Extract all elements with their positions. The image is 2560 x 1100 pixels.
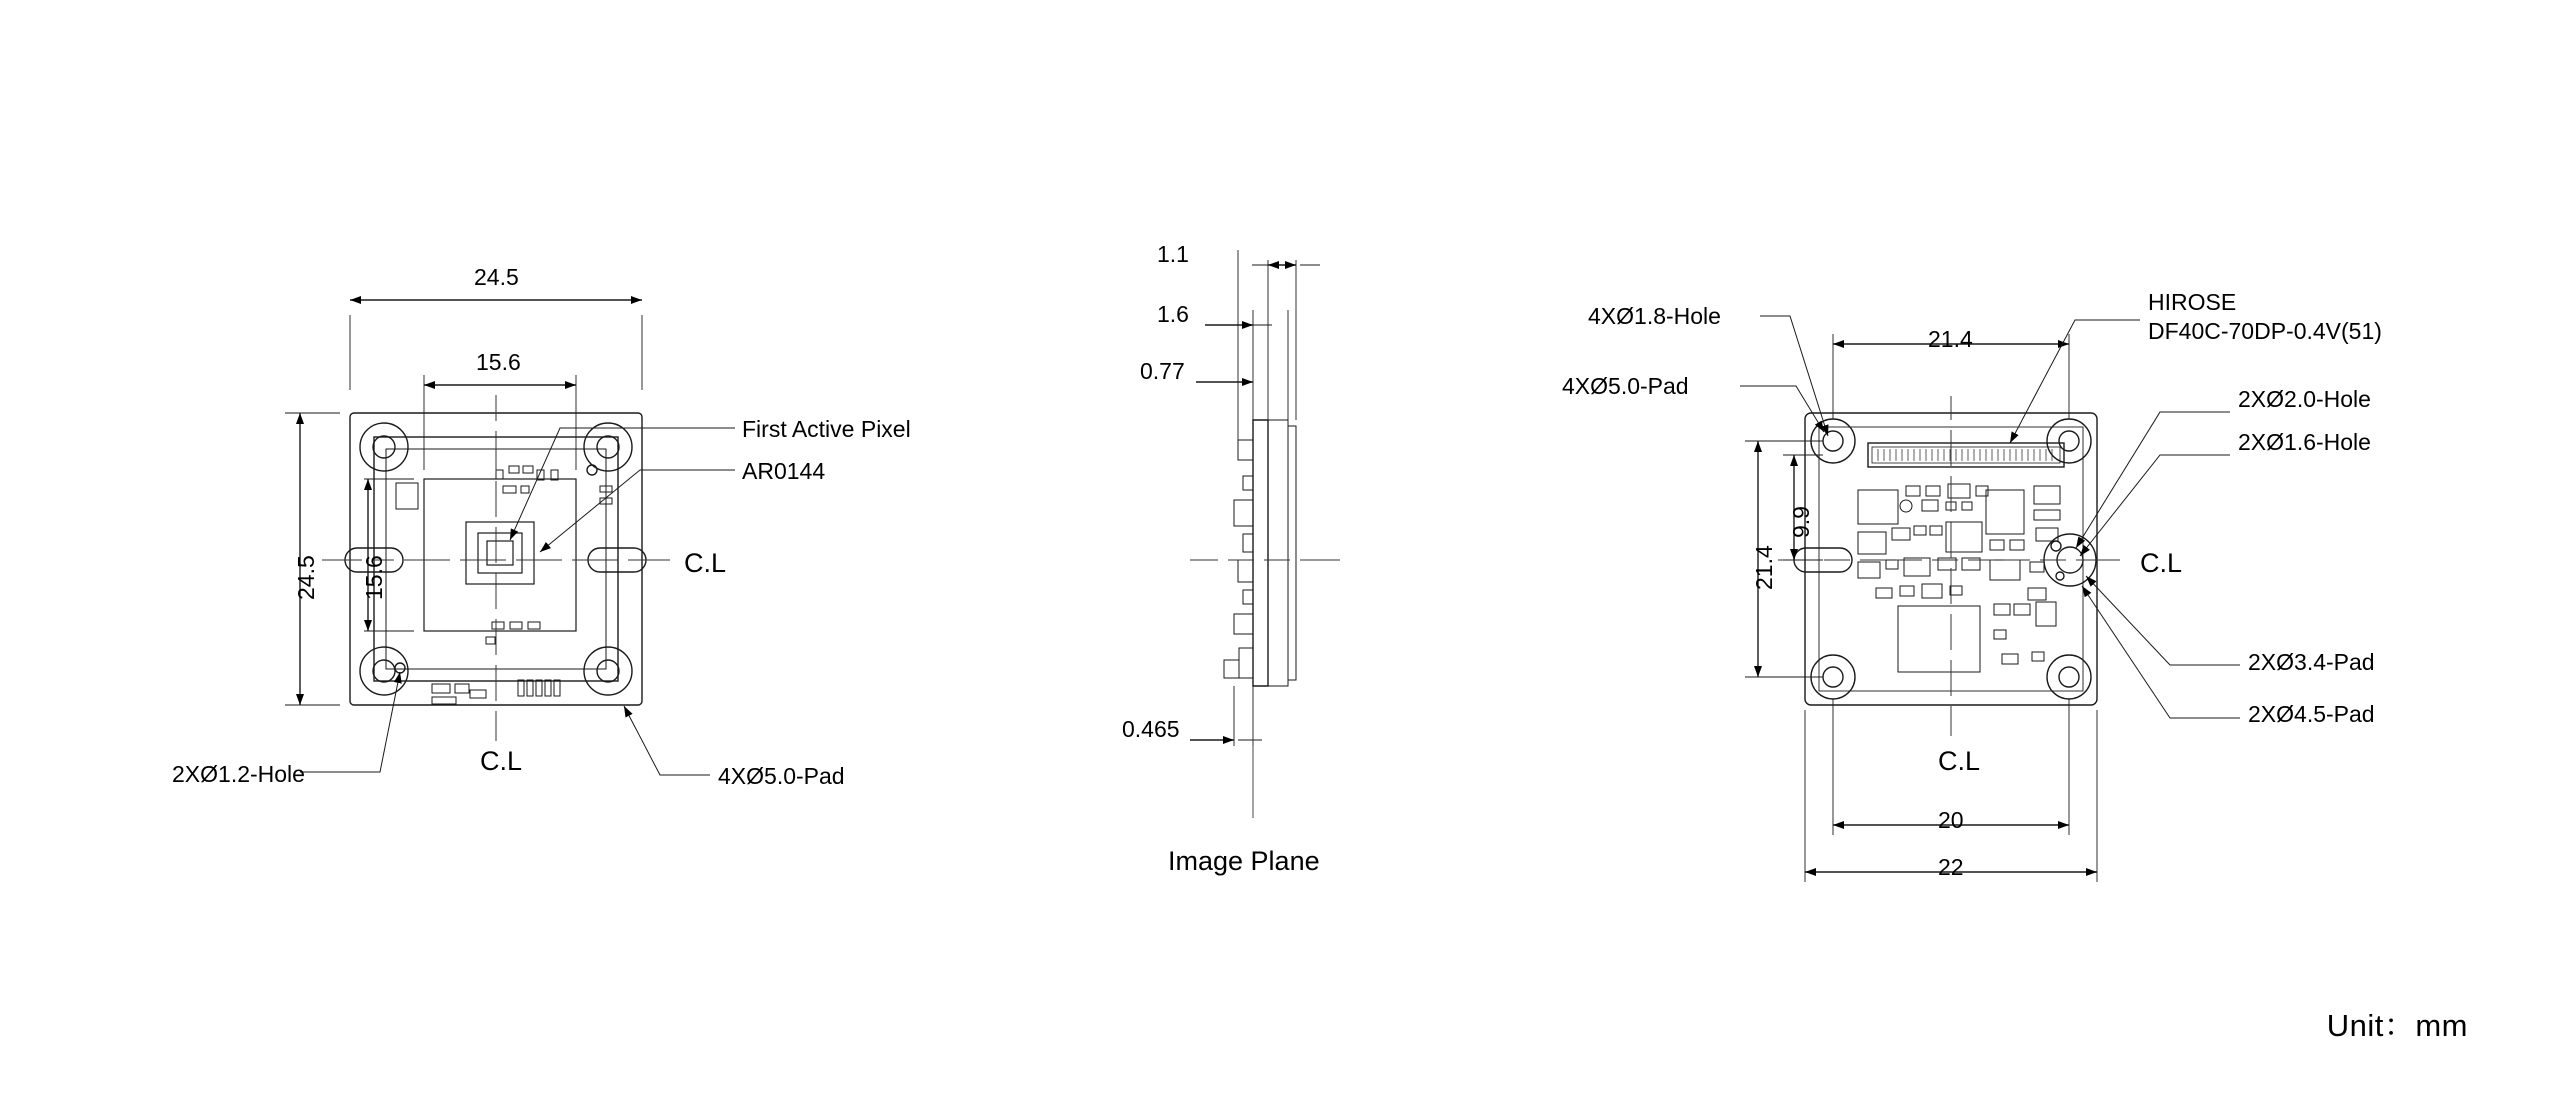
side-dim-1-6: 1.6: [1157, 301, 1189, 327]
back-centerline-bottom-label: C.L: [1938, 746, 1981, 776]
back-dim-bottom-inner: 20: [1938, 807, 1964, 833]
callout-first-active-pixel: First Active Pixel: [742, 416, 911, 442]
callout-pad-5-0-front: 4XØ5.0-Pad: [718, 763, 845, 789]
back-dim-inner-left: 9.9: [1788, 506, 1814, 538]
front-centerline-right-label: C.L: [684, 548, 727, 578]
callout-hole-2-0: 2XØ2.0-Hole: [2238, 386, 2371, 412]
side-dim-0-77: 0.77: [1140, 358, 1185, 384]
back-dim-top: 21.4: [1928, 326, 1973, 352]
back-view-group: [1740, 316, 2240, 882]
front-dim-top-outer: 24.5: [474, 264, 519, 290]
callout-pad-5-0-back: 4XØ5.0-Pad: [1562, 373, 1689, 399]
side-dim-1-1: 1.1: [1157, 241, 1189, 267]
front-centerline-bottom-label: C.L: [480, 746, 523, 776]
side-view-group: [1190, 250, 1340, 818]
callout-hole-1-2: 2XØ1.2-Hole: [172, 761, 305, 787]
back-centerline-right-label: C.L: [2140, 548, 2183, 578]
callout-connector-brand: HIROSE: [2148, 289, 2237, 315]
callout-pad-4-5: 2XØ4.5-Pad: [2248, 701, 2375, 727]
front-dim-left-inner: 15.6: [361, 555, 387, 600]
callout-hole-1-8: 4XØ1.8-Hole: [1588, 303, 1721, 329]
callout-hole-1-6: 2XØ1.6-Hole: [2238, 429, 2371, 455]
side-dim-0-465: 0.465: [1122, 716, 1180, 742]
front-dim-left-outer: 24.5: [293, 555, 319, 600]
front-dim-top-inner: 15.6: [476, 349, 521, 375]
image-plane-caption: Image Plane: [1168, 846, 1320, 876]
unit-note: Unit：mm: [2326, 1008, 2468, 1043]
callout-pad-3-4: 2XØ3.4-Pad: [2248, 649, 2375, 675]
callout-connector-part: DF40C-70DP-0.4V(51): [2148, 318, 2382, 344]
back-dim-left: 21.4: [1751, 545, 1777, 590]
callout-sensor-ar0144: AR0144: [742, 458, 826, 484]
back-dim-bottom-outer: 22: [1938, 854, 1964, 880]
